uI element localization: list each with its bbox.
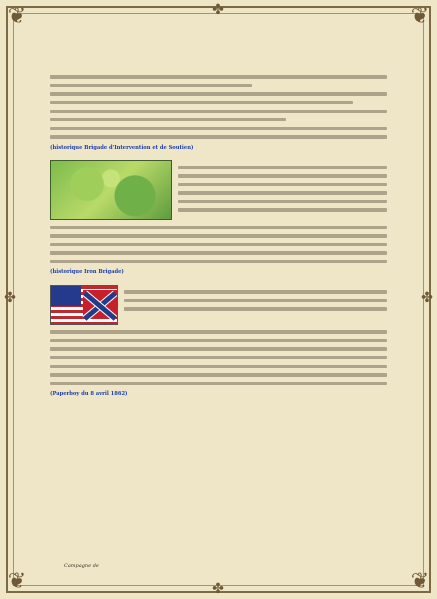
page-footer (64, 563, 373, 569)
page-content (50, 70, 387, 401)
footer-left: Campagne de (64, 563, 99, 569)
section-map (50, 160, 387, 220)
section-map-continued (50, 226, 387, 277)
section-flags-continued (50, 330, 387, 399)
edge-ornament-icon: ✤ (212, 2, 224, 18)
section-intro (50, 75, 387, 152)
edge-ornament-icon: ✤ (421, 290, 433, 306)
source-link[interactable]: (Paperboy du 8 avril 1862) (50, 391, 128, 398)
source-link[interactable]: (historique Brigade d'Intervention et de Soutien) (50, 144, 194, 151)
edge-ornament-icon: ✤ (4, 290, 16, 306)
map-image (50, 160, 172, 220)
source-link[interactable]: (historique Iron Brigade) (50, 269, 124, 276)
edge-ornament-icon: ✤ (212, 581, 224, 597)
section-flags (50, 285, 387, 325)
corner-ornament-icon: ❦ (7, 569, 27, 594)
flags-image (50, 285, 118, 325)
corner-ornament-icon: ❦ (410, 4, 430, 29)
corner-ornament-icon: ❦ (7, 4, 27, 29)
corner-ornament-icon: ❦ (410, 569, 430, 594)
